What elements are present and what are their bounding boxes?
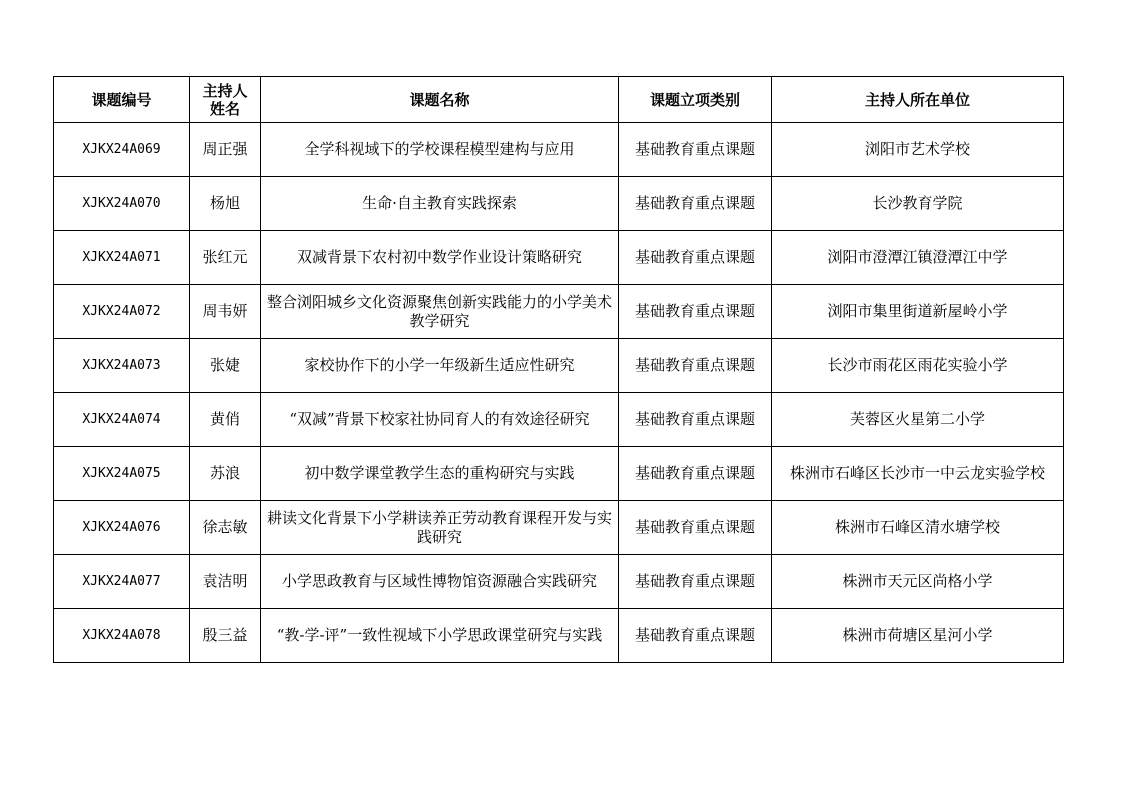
- cell-title: 生命·自主教育实践探索: [261, 177, 619, 231]
- cell-host: 黄俏: [190, 393, 261, 447]
- cell-category: 基础教育重点课题: [619, 501, 772, 555]
- cell-code: XJKX24A070: [54, 177, 190, 231]
- table-body: [54, 123, 1064, 663]
- cell-host: 徐志敏: [190, 501, 261, 555]
- table-row: [54, 609, 1064, 663]
- cell-code: XJKX24A071: [54, 231, 190, 285]
- header-code: 课题编号: [54, 77, 190, 123]
- cell-title: 整合浏阳城乡文化资源聚焦创新实践能力的小学美术教学研究: [261, 285, 619, 339]
- cell-title: 家校协作下的小学一年级新生适应性研究: [261, 339, 619, 393]
- cell-host: 张红元: [190, 231, 261, 285]
- cell-category: 基础教育重点课题: [619, 123, 772, 177]
- cell-category: 基础教育重点课题: [619, 447, 772, 501]
- cell-code: XJKX24A072: [54, 285, 190, 339]
- cell-unit: 株洲市石峰区长沙市一中云龙实验学校: [772, 447, 1064, 501]
- cell-unit: 芙蓉区火星第二小学: [772, 393, 1064, 447]
- cell-category: 基础教育重点课题: [619, 231, 772, 285]
- header-title: 课题名称: [261, 77, 619, 123]
- table-row: [54, 393, 1064, 447]
- cell-unit: 浏阳市集里街道新屋岭小学: [772, 285, 1064, 339]
- table-row: [54, 501, 1064, 555]
- cell-host: 苏浪: [190, 447, 261, 501]
- table-row: [54, 339, 1064, 393]
- cell-code: XJKX24A074: [54, 393, 190, 447]
- cell-title: 耕读文化背景下小学耕读养正劳动教育课程开发与实践研究: [261, 501, 619, 555]
- cell-title: “双减”背景下校家社协同育人的有效途径研究: [261, 393, 619, 447]
- cell-title: 双减背景下农村初中数学作业设计策略研究: [261, 231, 619, 285]
- cell-category: 基础教育重点课题: [619, 177, 772, 231]
- cell-category: 基础教育重点课题: [619, 285, 772, 339]
- cell-host: 袁洁明: [190, 555, 261, 609]
- cell-title: 初中数学课堂教学生态的重构研究与实践: [261, 447, 619, 501]
- cell-unit: 株洲市天元区尚格小学: [772, 555, 1064, 609]
- cell-title: 全学科视域下的学校课程模型建构与应用: [261, 123, 619, 177]
- table-row: [54, 285, 1064, 339]
- cell-title: “教-学-评”一致性视域下小学思政课堂研究与实践: [261, 609, 619, 663]
- cell-unit: 株洲市荷塘区星河小学: [772, 609, 1064, 663]
- cell-unit: 长沙教育学院: [772, 177, 1064, 231]
- header-host-line2: 姓名: [209, 99, 240, 118]
- cell-host: 杨旭: [190, 177, 261, 231]
- cell-code: XJKX24A069: [54, 123, 190, 177]
- cell-category: 基础教育重点课题: [619, 555, 772, 609]
- cell-host: 周正强: [190, 123, 261, 177]
- cell-unit: 长沙市雨花区雨花实验小学: [772, 339, 1064, 393]
- cell-host: 周韦妍: [190, 285, 261, 339]
- cell-host: 殷三益: [190, 609, 261, 663]
- header-host-line1: 主持人: [202, 81, 248, 100]
- table-row: [54, 447, 1064, 501]
- cell-category: 基础教育重点课题: [619, 393, 772, 447]
- table-row: [54, 231, 1064, 285]
- cell-category: 基础教育重点课题: [619, 339, 772, 393]
- cell-title: 小学思政教育与区域性博物馆资源融合实践研究: [261, 555, 619, 609]
- table-row: [54, 123, 1064, 177]
- cell-category: 基础教育重点课题: [619, 609, 772, 663]
- table-row: [54, 177, 1064, 231]
- cell-host: 张婕: [190, 339, 261, 393]
- cell-code: XJKX24A078: [54, 609, 190, 663]
- cell-code: XJKX24A075: [54, 447, 190, 501]
- table-row: [54, 555, 1064, 609]
- header-host: [190, 77, 261, 123]
- header-unit: 主持人所在单位: [772, 77, 1064, 123]
- cell-code: XJKX24A077: [54, 555, 190, 609]
- cell-code: XJKX24A073: [54, 339, 190, 393]
- cell-unit: 浏阳市澄潭江镇澄潭江中学: [772, 231, 1064, 285]
- header-row: [54, 77, 1064, 123]
- cell-unit: 株洲市石峰区清水塘学校: [772, 501, 1064, 555]
- table-header: [54, 77, 1064, 123]
- project-table: [53, 76, 1064, 663]
- cell-unit: 浏阳市艺术学校: [772, 123, 1064, 177]
- cell-code: XJKX24A076: [54, 501, 190, 555]
- header-category: 课题立项类别: [619, 77, 772, 123]
